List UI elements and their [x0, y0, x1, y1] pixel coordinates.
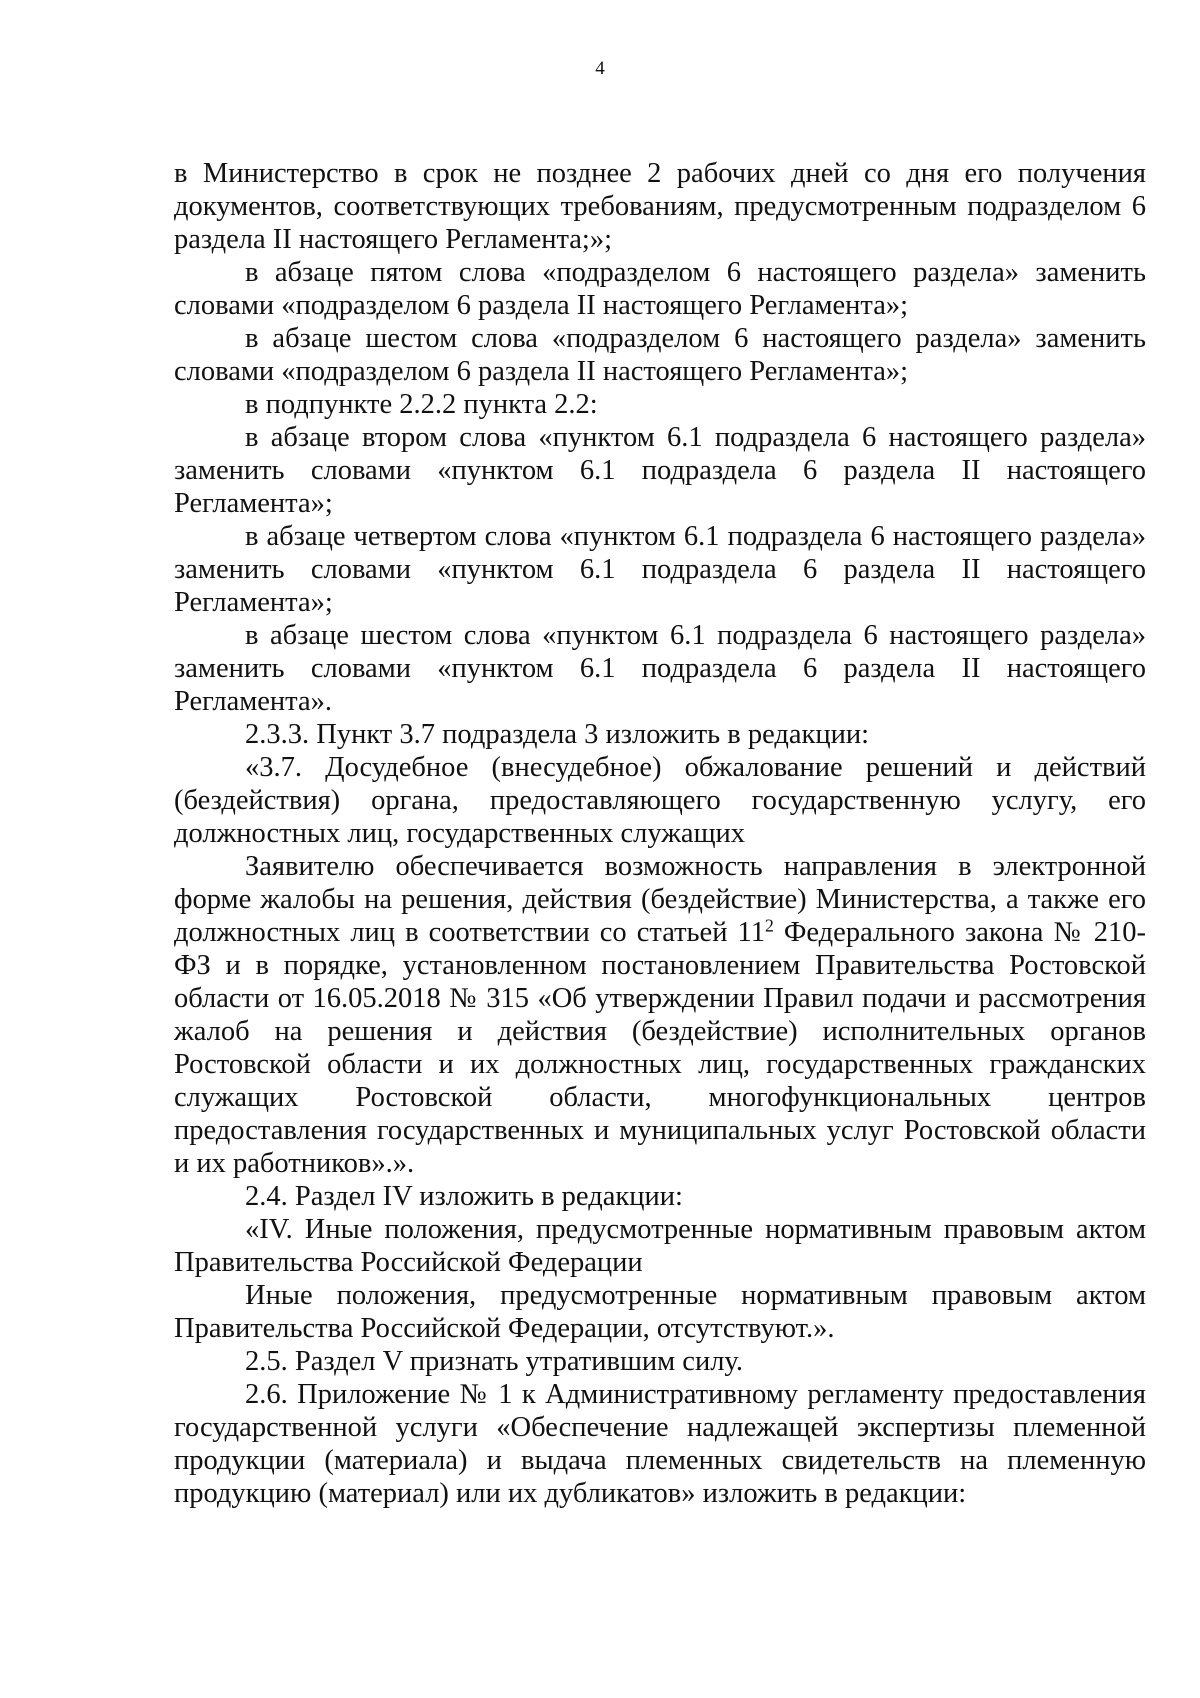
paragraph: Иные положения, предусмотренные нормативным правовым актом Правительства Российской Федерации, отсутствуют.».	[174, 1280, 1146, 1344]
paragraph: в абзаце пятом слова «подразделом 6 настоящего раздела» заменить словами «подразделом 6 раздела II настоящего Регламента»;	[174, 257, 1146, 321]
section-heading-paragraph: «IV. Иные положения, предусмотренные нормативным правовым актом Правительства Российской Федерации	[174, 1214, 1146, 1278]
paragraph-with-superscript	[174, 850, 1146, 1180]
page-number: 4	[595, 58, 605, 79]
paragraph: в абзаце шестом слова «подразделом 6 настоящего раздела» заменить словами «подразделом 6 раздела II настоящего Регламента»;	[174, 323, 1146, 387]
paragraph: в абзаце четвертом слова «пунктом 6.1 подраздела 6 настоящего раздела» заменить словами «пунктом 6.1 подраздела 6 раздела II настоящего Регламента»;	[174, 521, 1146, 618]
paragraph: в Министерство в срок не позднее 2 рабочих дней со дня его получения документов, соответствующих требованиям, предусмотренным подразделом 6 раздела II настоящего Регламента;»;	[174, 158, 1146, 255]
paragraph-text-after: Федерального закона № 210-ФЗ и в порядке, установленном постановлением Правительства Ростовской области от 16.05.2018 № 315 «Об утверждении Правил подачи и рассмотрения жалоб на решения и действия (бездействие) исполнительных органов Ростовской области и их должностных лиц, государственных гражданских служащих Ростовской области, многофункциональных центров предоставления государственных и муниципальных услуг Ростовской области и их работников».».	[174, 917, 1146, 1179]
paragraph: в подпункте 2.2.2 пункта 2.2:	[245, 389, 598, 420]
section-heading-paragraph: «3.7. Досудебное (внесудебное) обжалование решений и действий (бездействия) органа, предоставляющего государственную услугу, его должностных лиц, государственных служащих	[174, 752, 1146, 849]
document-body	[174, 157, 1146, 1510]
superscript-number: 2	[764, 915, 774, 936]
paragraph: 2.3.3. Пункт 3.7 подраздела 3 изложить в редакции:	[245, 719, 870, 750]
paragraph: 2.6. Приложение № 1 к Административному регламенту предоставления государственной услуги «Обеспечение надлежащей экспертизы племенной продукции (материала) и выдача племенных свидетельств на племенную продукцию (материал) или их дубликатов» изложить в редакции:	[174, 1379, 1146, 1509]
paragraph: 2.4. Раздел IV изложить в редакции:	[245, 1181, 683, 1212]
paragraph: в абзаце втором слова «пунктом 6.1 подраздела 6 настоящего раздела» заменить словами «пунктом 6.1 подраздела 6 раздела II настоящего Регламента»;	[174, 422, 1146, 519]
paragraph: 2.5. Раздел V признать утратившим силу.	[245, 1346, 743, 1377]
paragraph-text-before: Заявителю обеспечивается возможность направления в электронной форме жалобы на решения, действия (бездействие) Министерства, а также его должностных лиц в соответствии со статьей 11	[174, 851, 1146, 948]
paragraph: в абзаце шестом слова «пунктом 6.1 подраздела 6 настоящего раздела» заменить словами «пунктом 6.1 подраздела 6 раздела II настоящего Регламента».	[174, 620, 1146, 717]
